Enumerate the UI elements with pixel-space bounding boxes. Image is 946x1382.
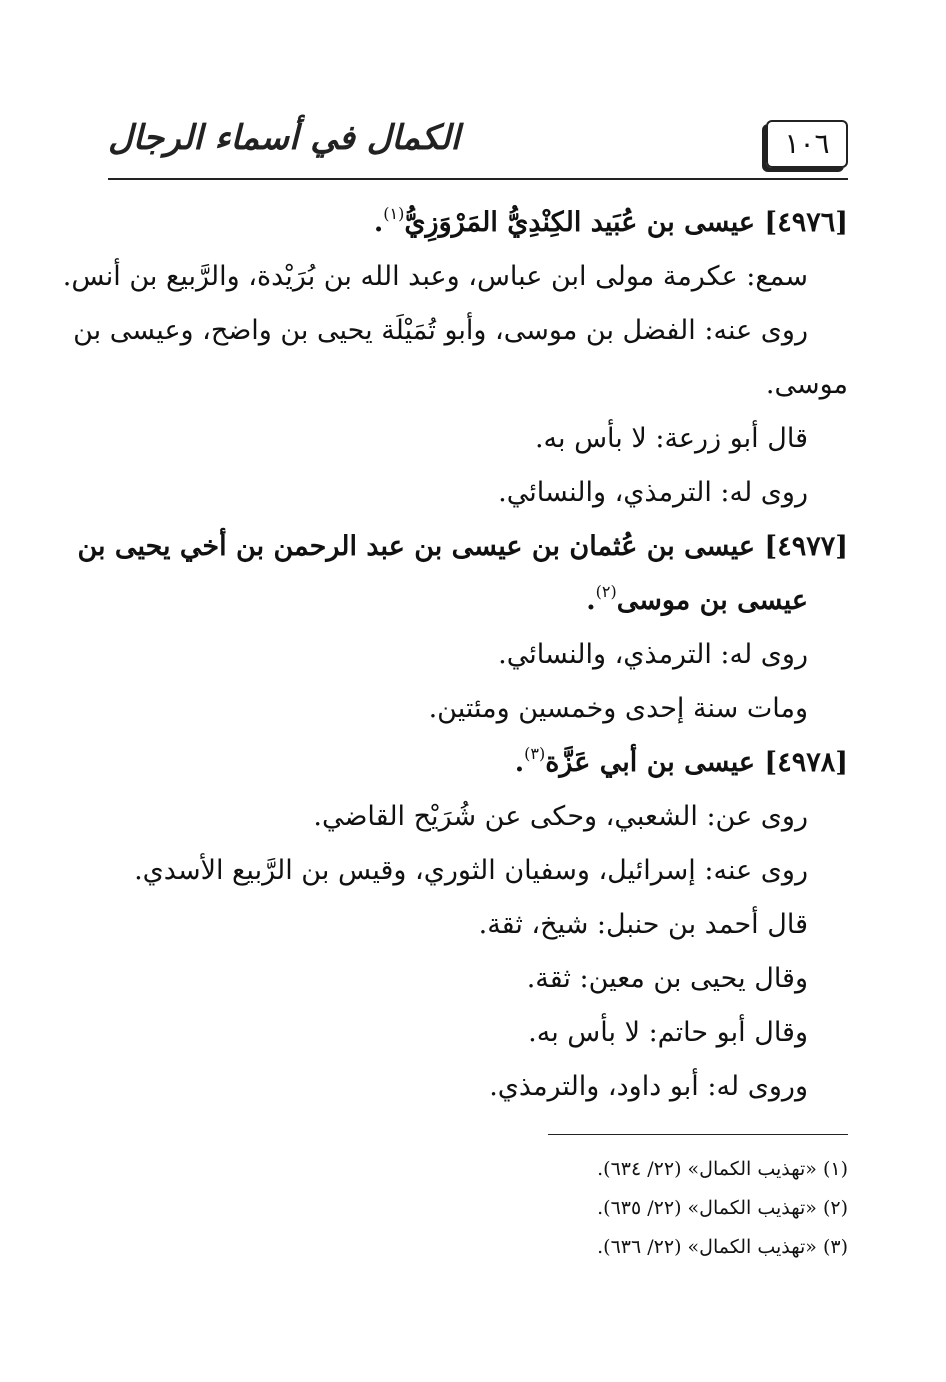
text-line: وقال يحيى بن معين: ثقة. (526, 963, 808, 994)
footnote-ref: (٢) (595, 582, 617, 601)
entry-heading: [٤٩٧٦] عيسى بن عُبَيد الكِنْدِيُّ المَرْوَزِيُّ$^{(١)}$. (373, 204, 848, 238)
page-header (108, 108, 848, 174)
footnote: (٣) «تهذيب الكمال» (٢٢/ ٦٣٦). (597, 1236, 848, 1258)
text-line: سمع: عكرمة مولى ابن عباس، وعبد الله بن بُرَيْدة، والرَّبيع بن أنس. (62, 261, 808, 292)
header-rule (108, 178, 848, 180)
text-line: روى عنه: إسرائيل، وسفيان الثوري، وقيس بن الرَّبيع الأسدي. (134, 855, 808, 886)
entry-heading-continued: عيسى بن موسى$^{(٢)}$. (586, 582, 808, 616)
entry-heading: [٤٩٧٨] عيسى بن أبي عَزَّة$^{(٣)}$. (514, 744, 848, 778)
text-line: روى عنه: الفضل بن موسى، وأبو تُمَيْلَة يحيى بن واضح، وعيسى بن (73, 315, 808, 346)
page-number-box (766, 120, 848, 168)
text-line: قال أحمد بن حنبل: شيخ، ثقة. (478, 909, 808, 940)
text-line: روى له: الترمذي، والنسائي. (498, 639, 808, 670)
running-title: الكمال في أسماء الرجال (108, 118, 460, 158)
page-number: ١٠٦ (784, 127, 830, 160)
footnotes (108, 1150, 848, 1267)
text-line: ومات سنة إحدى وخمسين ومئتين. (428, 693, 808, 724)
entry-heading: [٤٩٧٧] عيسى بن عُثمان بن عيسى بن عبد الرحمن بن أخي يحيى بن (77, 531, 848, 562)
text-line: قال أبو زرعة: لا بأس به. (534, 423, 808, 454)
text-line: روى له: الترمذي، والنسائي. (498, 477, 808, 508)
text-line: روى عن: الشعبي، وحكى عن شُرَيْح القاضي. (313, 801, 808, 832)
footnote-ref: (٣) (524, 744, 546, 763)
text-line: وقال أبو حاتم: لا بأس به. (528, 1017, 808, 1048)
footnote-ref: (١) (383, 204, 405, 223)
text-line: موسى. (765, 369, 848, 400)
footnote: (٢) «تهذيب الكمال» (٢٢/ ٦٣٥). (597, 1197, 848, 1219)
footnote-rule (548, 1134, 848, 1135)
text-line: وروى له: أبو داود، والترمذي. (489, 1071, 808, 1102)
main-text (62, 196, 848, 1114)
footnote: (١) «تهذيب الكمال» (٢٢/ ٦٣٤). (597, 1158, 848, 1180)
